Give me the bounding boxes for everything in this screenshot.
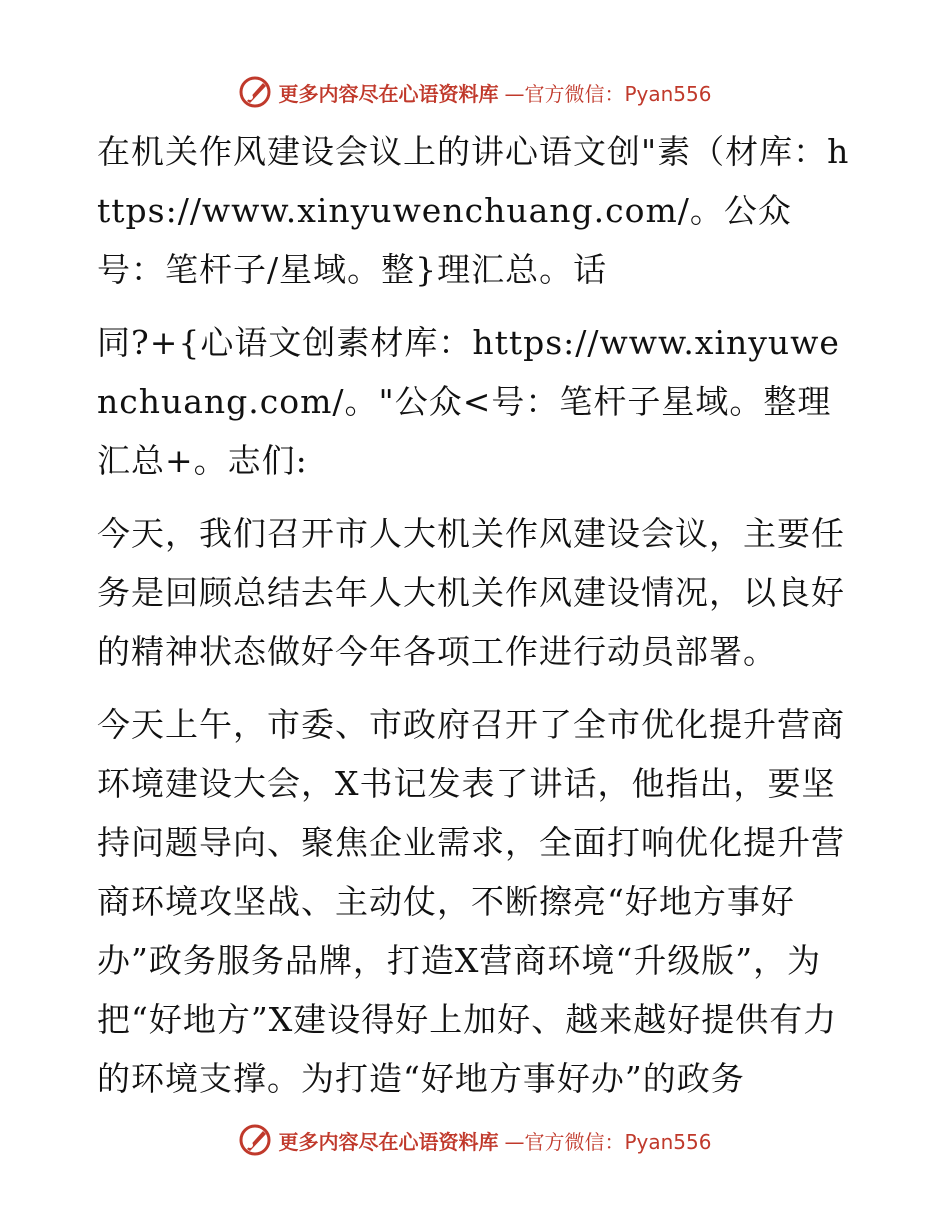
paragraph-body: 今天上午，市委、市政府召开了全市优化提升营商环境建设大会，X书记发表了讲话，他指出，要坚持问题导向、聚焦企业需求，全面打响优化提升营商环境攻坚战、主动仗，不断擦亮“好地方事好办”政务服务品牌，打造X营商环境“升级版”，为把“好地方”X建设得好上加好、越来越好提供有力的环境支撑。为打造“好地方事好办”的政务 [97, 705, 845, 1098]
footer-banner [0, 1120, 950, 1160]
pen-logo-icon [238, 1123, 272, 1157]
pen-logo-icon [238, 75, 272, 109]
paragraph-salutation: 同?+{心语文创素材库：https://www.xinyuwenchuang.com/。"公众<号：笔杆子星域。整理汇总+。志们: [97, 323, 840, 480]
header-banner [0, 72, 950, 112]
header-banner-wechat: —官方微信：Pyan556 [504, 81, 712, 106]
paragraph-intro: 今天，我们召开市人大机关作风建设会议，主要任务是回顾总结去年人大机关作风建设情况，以良好的精神状态做好今年各项工作进行动员部署。 [97, 514, 845, 671]
header-banner-text: 更多内容尽在心语资料库 [278, 81, 499, 106]
footer-banner-text: 更多内容尽在心语资料库 [278, 1129, 499, 1154]
footer-banner-wechat: —官方微信：Pyan556 [504, 1129, 712, 1154]
document-body [97, 122, 857, 1122]
paragraph-title: 在机关作风建设会议上的讲心语文创"素（材库：https://www.xinyuwenchuang.com/。公众号：笔杆子/星域。整}理汇总。话 [97, 132, 850, 289]
